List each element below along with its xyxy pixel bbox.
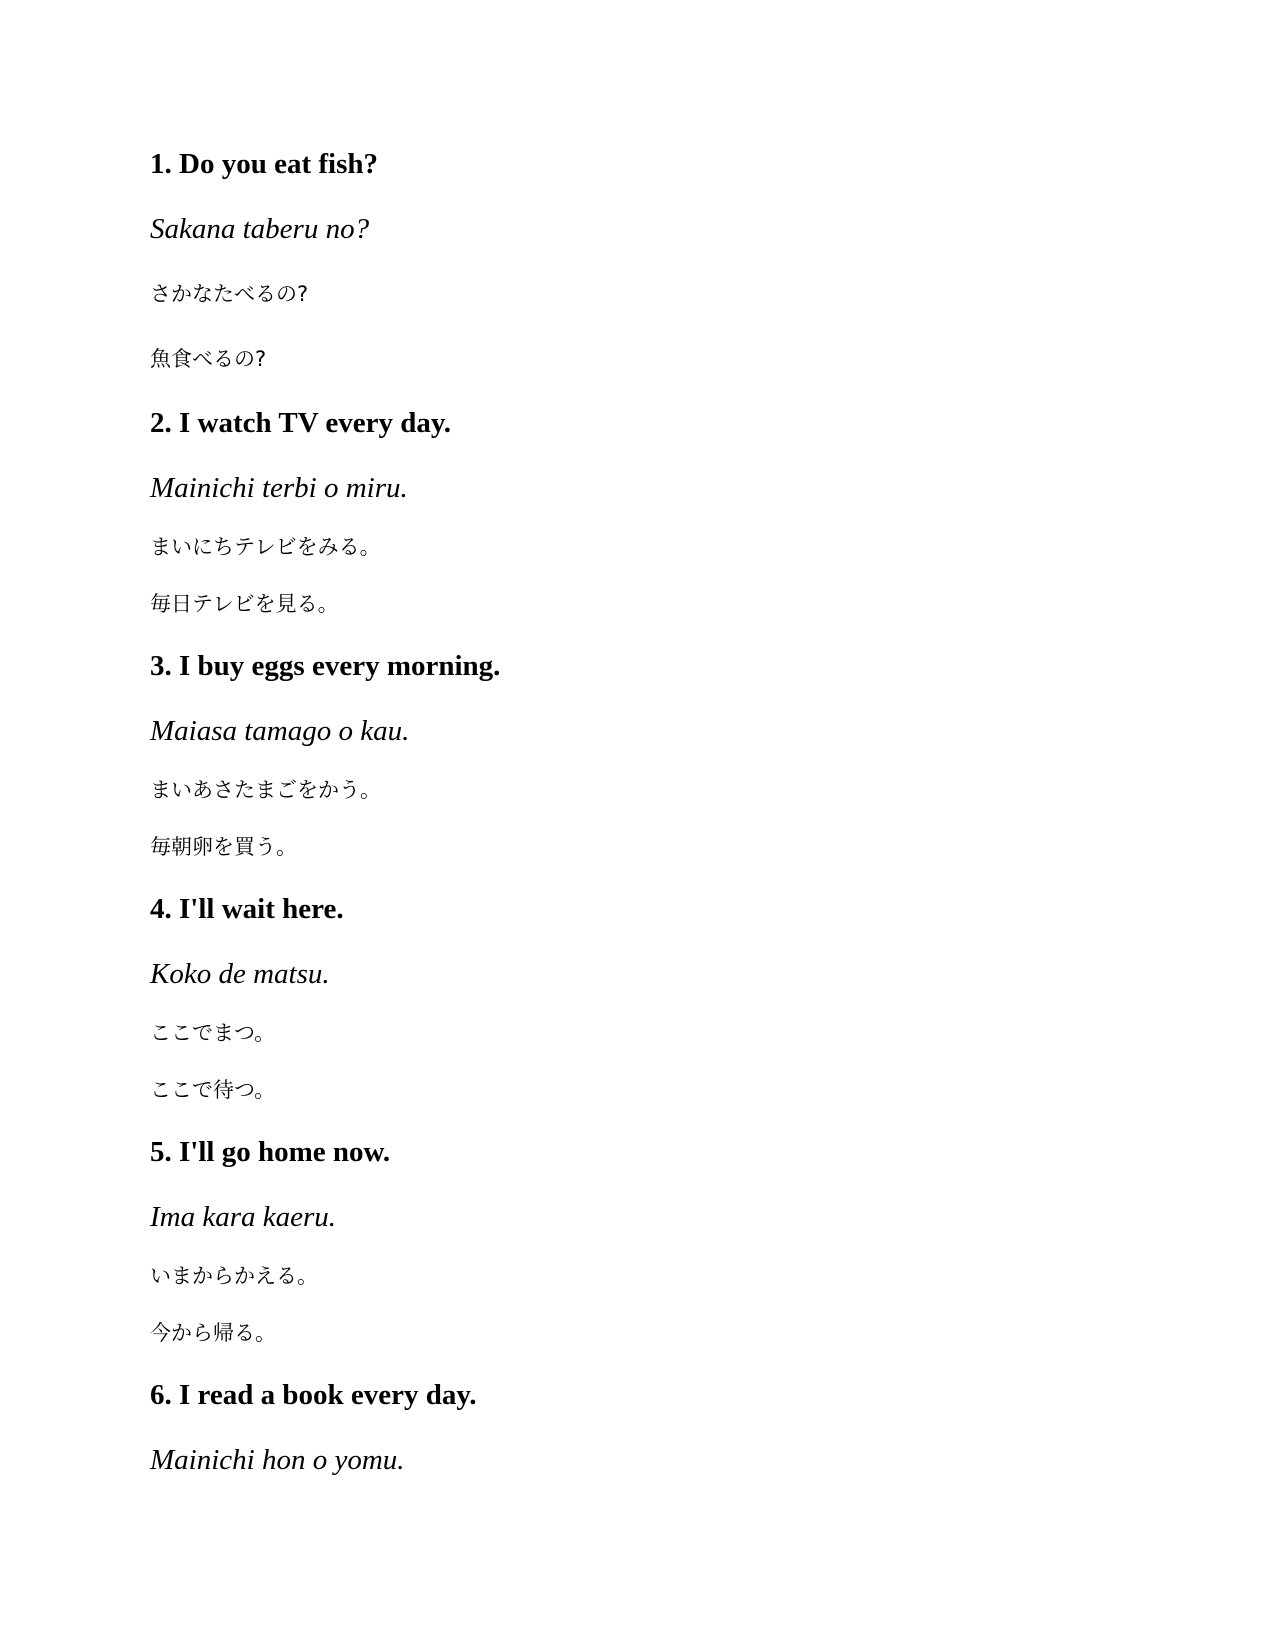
kanji-sentence: 魚食べるの?: [150, 347, 267, 371]
english-sentence: 3. I buy eggs every morning.: [150, 650, 501, 682]
kana-sentence: さかなたべるの?: [150, 282, 309, 306]
english-sentence: 5. I'll go home now.: [150, 1136, 391, 1168]
english-sentence: 2. I watch TV every day.: [150, 407, 452, 439]
romaji-sentence: Koko de matsu.: [150, 958, 330, 990]
english-sentence: 4. I'll wait here.: [150, 893, 344, 925]
kana-sentence: まいあさたまごをかう。: [150, 778, 381, 802]
kana-sentence: まいにちテレビをみる。: [150, 535, 381, 559]
romaji-sentence: Ima kara kaeru.: [150, 1201, 337, 1233]
english-sentence: 6. I read a book every day.: [150, 1379, 477, 1411]
romaji-sentence: Mainichi hon o yomu.: [150, 1444, 405, 1476]
romaji-sentence: Maiasa tamago o kau.: [150, 715, 410, 747]
kanji-sentence: 今から帰る。: [150, 1321, 276, 1345]
kana-sentence: いまからかえる。: [150, 1264, 318, 1288]
romaji-sentence: Sakana taberu no?: [150, 213, 370, 245]
kana-sentence: ここでまつ。: [150, 1021, 276, 1045]
english-sentence: 1. Do you eat fish?: [150, 148, 378, 180]
kanji-sentence: 毎朝卵を買う。: [150, 835, 297, 859]
kanji-sentence: 毎日テレビを見る。: [150, 592, 339, 616]
romaji-sentence: Mainichi terbi o miru.: [150, 472, 408, 504]
kanji-sentence: ここで待つ。: [150, 1078, 276, 1102]
